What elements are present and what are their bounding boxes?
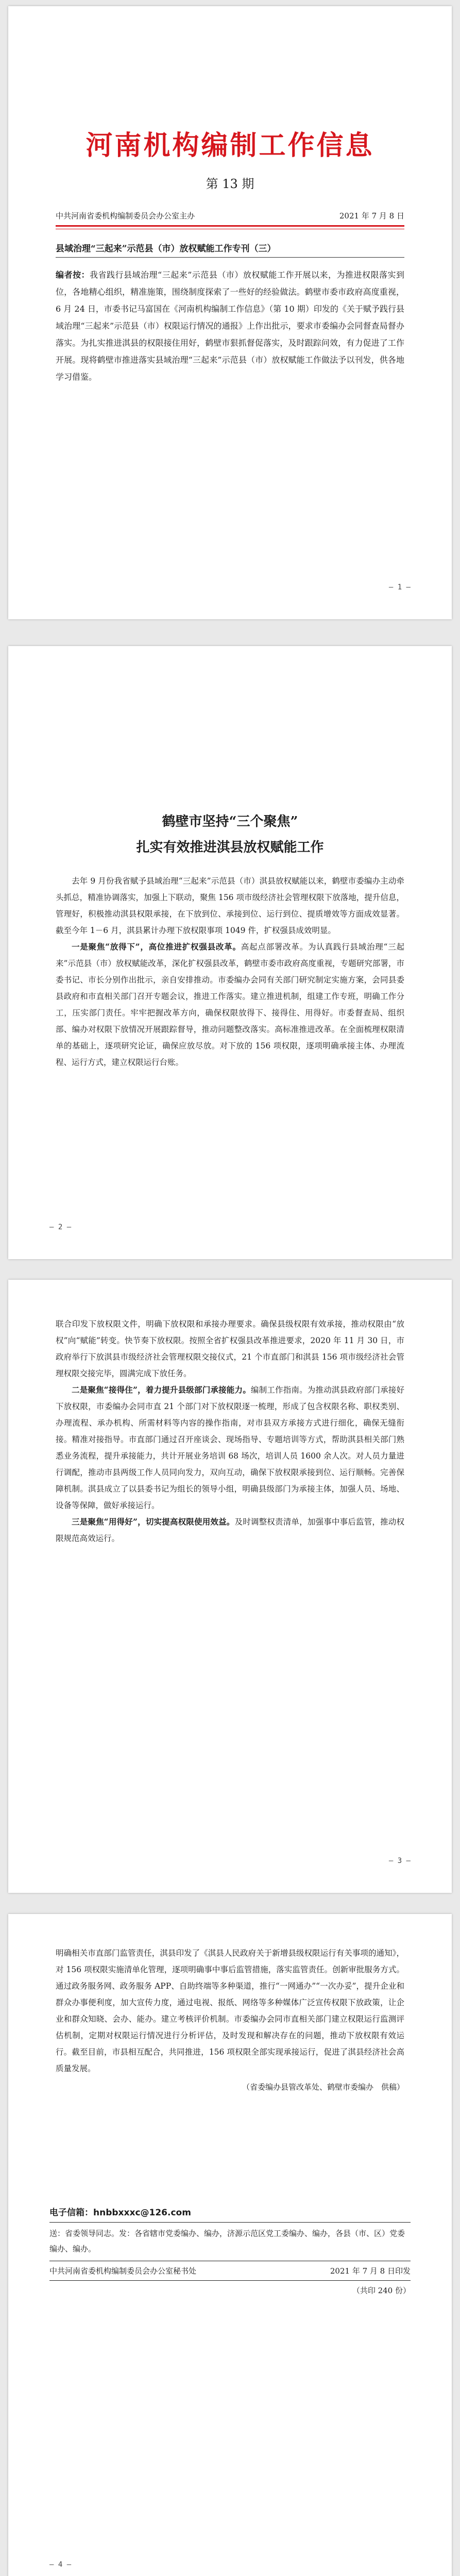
article-body-p4 (56, 1945, 404, 2095)
final-paragraph: 明确相关市直部门监管责任，淇县印发了《淇县人民政府关于新增县级权限运行有关事项的通知》，对 156 项权限实施清单化管理，逐项明确事中事后监管措施，落实监管责任。创新审批服务方式。通过政务服务网、政务服务 APP、自助终端等多种渠道，推行“一网通办”“一次办妥”，提升企业和群众办事便利度，加大宣传力度，通过电视、报纸、网络等多种媒体广泛宣传权限下放政策，让企业和群众知晓、会办、能办。建立考核评价机制。市委编办会同市直相关部门建立权限运行监测评估机制，定期对权限运行情况进行分析评估，及时发现和解决存在的问题，推动下放权限有效运行。截至目前，市县相互配合，共同推进，156 项权限全部实现承接运行，促进了淇县经济社会高质量发展。 (56, 1948, 404, 2073)
page-number-2: — 2 — (49, 1223, 72, 1231)
masthead-title: 河南机构编制工作信息 (86, 130, 374, 161)
print-date: 2021 年 7 月 8 日印发 (330, 2266, 411, 2276)
point-two-body: 编制工作指南。为推动淇县政府部门承接好下放权限，市委编办会同市直 21 个部门对下放权限逐一梳理，形成了包含权限名称、职权类别、办理流程、承办机构、所需材料等内容的操作指南，对市县双方承接方式进行细化，确保无缝衔接。精准对接指导。市直部门通过召开座谈会、现场指导、专题培训等方式，帮助淇县相关部门熟悉业务流程，提升承接能力，共计开展业务培训 68 场次，培训人员 1600 余人次。对人员力量进行调配，推动市县两级工作人员同向发力，双向互动，确保下放权限承接到位、运行顺畅。完善保障机制。淇县成立了以县委书记为组长的领导小组，明确县级部门为承接主体，加强人员、场地、设备等保障，做好承接运行。 (56, 1385, 404, 1510)
page-number-1: — 1 — (388, 583, 411, 591)
article-body-p2 (56, 873, 404, 1071)
article-subtitle: 扎实有效推进淇县放权赋能工作 (136, 840, 324, 855)
page-3 (8, 1280, 452, 1893)
intro-paragraph: 去年 9 月份我省赋予县域治理“三起来”示范县（市）淇县放权赋能以来，鹤壁市委编办主动牵头抓总，精准协调落实，加强上下联动，聚焦 156 项市级经济社会管理权限下放落地，提升信息，管理好，积极推动淇县权限承接，在下放到位、承接到位、运行到位、提质增效等方面成效显著。截至今年 1－6 月，淇县累计办理下放权限事项 1049 件，扩权强县成效明显。 (56, 876, 404, 935)
editor-note-lead: 编者按： (56, 270, 90, 280)
printing-office: 中共河南省委机构编制委员会办公室秘书处 (49, 2266, 197, 2276)
article-title: 鹤壁市坚持“三个聚焦” (162, 814, 298, 829)
editor-note-body: 我省践行县域治理“三起来”示范县（市）放权赋能工作开展以来，为推进权限落实到位，各地精心组织，精准施策，围绕制度探索了一些好的经验做法。鹤壁市委市政府高度重视，6 月 24 日，市委书记马富国在《河南机构编制工作信息》（第 10 期）印发的《关于赋予践行县域治理“三起来”示范县（市）权限运行情况的通报》上作出批示，要求市委编办会同督查局督办落实。为扎实推进淇县的权限接住用好，鹤壁市狠抓督促落实，及时跟踪问效，有力促进了工作开展。现将鹤壁市推进落实县域治理“三起来”示范县（市）放权赋能工作做法予以刊发，供各地学习借鉴。 (56, 270, 404, 382)
distribution-list: 送：省委领导同志。发：各省辖市党委编办、编办，济源示范区党工委编办、编办，各县（市、区）党委编办、编办。 (49, 2229, 405, 2253)
column-divider (56, 257, 404, 258)
copies-count: （共印 240 份） (352, 2286, 411, 2295)
point-one-head: 一是聚焦“放得下”，高位推进扩权强县改革。 (72, 942, 241, 952)
point-three-paragraph (56, 1514, 404, 1547)
article-body-p3 (56, 1316, 404, 1547)
continued-paragraph: 联合印发下放权限文件，明确下放权限和承接办理要求。确保县级权限有效承接，推动权限由“放权”向“赋能”转变。快节奏下放权限。按照全省扩权强县改革推进要求，2020 年 11 月 30 日，市政府举行下放淇县市级经济社会管理权限交接仪式，21 个市直部门和淇县 156 项市级经济社会管理权限交接完毕，圆满完成下放任务。 (56, 1319, 404, 1378)
page-number-4: — 4 — (49, 2561, 72, 2569)
point-two-head: 二是聚焦“接得住”，着力提升县级部门承接能力。 (72, 1385, 251, 1395)
column-title: 县域治理“三起来”示范县（市）放权赋能工作专刊（三） (56, 244, 276, 254)
contributor-signoff: （省委编办县管改革处、鹤壁市委编办 供稿） (242, 2082, 404, 2092)
point-three-head: 三是聚焦“用得好”，切实提高权限使用效益。 (72, 1517, 235, 1527)
publisher: 中共河南省委机构编制委员会办公室主办 (56, 211, 195, 221)
footer-row (49, 2261, 411, 2280)
point-three-body: 及时调整权责清单，加强事中事后监管，推动权限规范高效运行。 (56, 1517, 404, 1543)
publisher-row (56, 210, 404, 221)
point-one-paragraph (56, 939, 404, 1071)
page-number-3: — 3 — (388, 1857, 411, 1865)
page-2 (8, 646, 452, 1259)
publish-date: 2021 年 7 月 8 日 (339, 211, 404, 221)
issue-number: 第 13 期 (206, 177, 254, 191)
email-address: 电子信箱：hnbbxxxc@126.com (49, 2208, 191, 2218)
editor-note (56, 266, 404, 385)
point-two-paragraph (56, 1382, 404, 1514)
red-divider-thick (56, 225, 404, 227)
point-one-body: 高起点部署改革。为认真践行县域治理“三起来”示范县（市）放权赋能改革，深化扩权强县改革，鹤壁市委市政府高度重视，专题研究部署，市委书记、市长分别作出批示，亲自安排推动。市委编办会同有关部门研究制定实施方案，会同县委县政府和市直相关部门召开专题会议，推进工作落实。建立推进机制，组建工作专班，明确工作分工，压实部门责任。牢牢把握改革方向，确保权限放得下、接得住、用得好。市委督查局、组织部、编办对权限下放情况开展跟踪督导，推动问题整改落实。高标准推进改革。在全面梳理权限清单的基础上，逐项研究论证，确保应放尽放。对下放的 156 项权限，逐项明确承接主体、办理流程、运行方式，建立权限运行台账。 (56, 942, 404, 1067)
page-4 (8, 1914, 452, 2576)
colophon-divider (49, 2222, 411, 2223)
colophon (49, 2205, 411, 2296)
page-1 (8, 6, 452, 619)
